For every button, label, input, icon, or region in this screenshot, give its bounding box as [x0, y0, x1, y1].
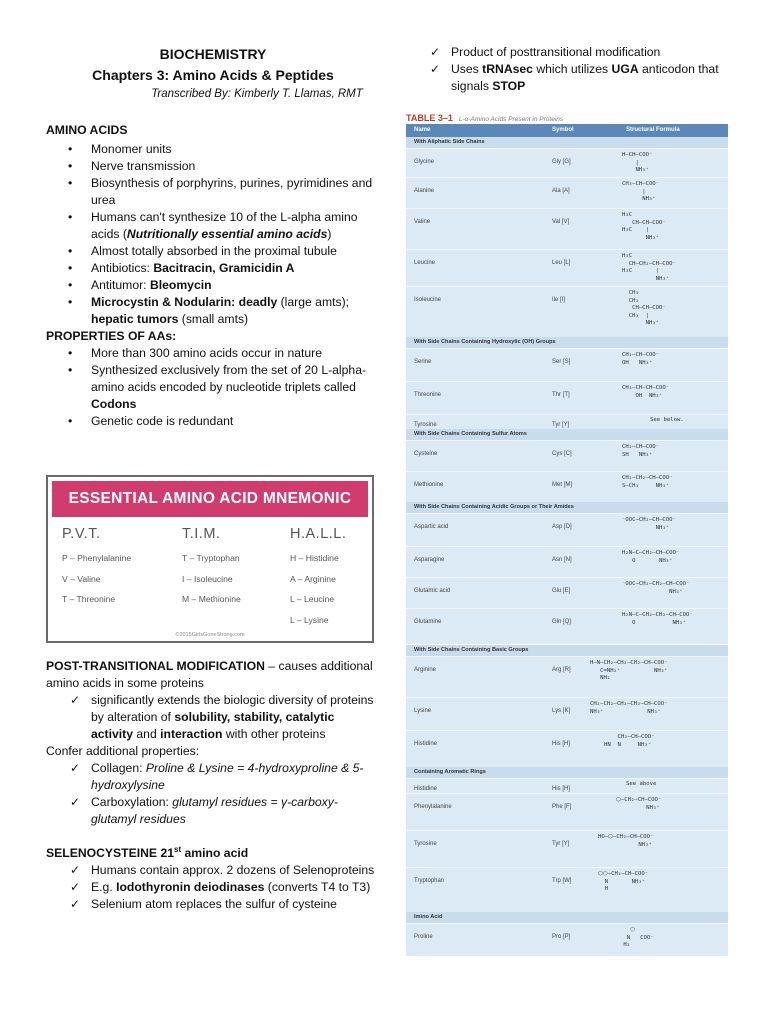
table-row	[406, 414, 728, 429]
aa-name: Histidine	[414, 786, 438, 792]
list-item	[46, 209, 376, 243]
check-text: Product of posttransitional modification	[451, 45, 661, 59]
bullet-emphasis: Bleomycin	[149, 278, 212, 292]
bullet-text: Monomer units	[91, 142, 172, 156]
aa-name: Methionine	[414, 482, 444, 488]
list-item	[46, 896, 376, 913]
table-row	[406, 440, 728, 471]
table-row	[406, 577, 728, 608]
aa-formula: ⬡—CH₂—CH—COO⁻ NH₃⁺	[616, 797, 662, 811]
aa-name: Aspartic acid	[414, 524, 449, 530]
check-emphasis: tRNAsec	[482, 62, 533, 76]
list-item	[46, 413, 376, 430]
mnemonic-entry: T – Threonine	[62, 594, 116, 604]
table-row	[406, 381, 728, 414]
aa-formula: See below.	[650, 417, 684, 423]
aa-symbol: Pro [P]	[552, 934, 571, 940]
aa-symbol: Gly [G]	[552, 159, 571, 165]
aa-symbol: Trp [W]	[552, 878, 572, 884]
aa-formula: H₂N—C—CH₂—CH—COO⁻ O NH₃⁺	[622, 550, 680, 564]
table-section: With Aliphatic Side Chains	[406, 137, 728, 148]
aa-symbol: Val [V]	[552, 219, 570, 225]
table-row	[406, 697, 728, 730]
bullet-text: Biosynthesis of porphyrins, purines, pyrimidines and urea	[91, 176, 373, 207]
bullet-emphasis: Microcystin & Nodularin: deadly	[91, 295, 278, 309]
table-row	[406, 867, 728, 912]
aa-name: Valine	[414, 219, 431, 225]
page-subtitle: Chapters 3: Amino Acids & Peptides	[92, 67, 334, 83]
aa-formula: H—N—CH₂—CH₂—CH₂—CH—COO⁻ C=NH₂⁺ NH₃⁺ NH₂	[590, 660, 668, 681]
selenocysteine-heading	[46, 845, 376, 862]
table-section: Containing Aromatic Rings	[406, 767, 728, 778]
bullet-emphasis: Codons	[91, 397, 137, 411]
aa-symbol: His [H]	[552, 786, 570, 792]
table-section: Imino Acid	[406, 912, 728, 923]
aa-name: Asparagine	[414, 557, 445, 563]
list-item	[46, 277, 376, 294]
ptm-heading: POST-TRANSITIONAL MODIFICATION	[46, 659, 265, 673]
list-item	[46, 794, 376, 828]
aa-symbol: Gln [Q]	[552, 619, 572, 625]
check-text: Uses	[451, 62, 483, 76]
check-emphasis: Iodothyronin deiodinases	[116, 880, 265, 894]
mnemonic-entry: L – Lysine	[290, 614, 329, 625]
seleno-heading-rest: amino acid	[181, 846, 249, 860]
amino-acids-heading: AMINO ACIDS	[46, 123, 128, 137]
list-item	[46, 760, 376, 794]
properties-heading: PROPERTIES OF AAs:	[46, 329, 177, 343]
mnemonic-col-head: H.A.L.L.	[290, 526, 347, 542]
list-item	[46, 175, 376, 209]
aa-name: Leucine	[414, 260, 436, 266]
table-row	[406, 177, 728, 208]
aa-formula: ⬠ N COO⁻ H₂	[623, 927, 654, 948]
mnemonic-entry: H – Histidine	[290, 553, 339, 563]
aa-formula: CH₂—CH—COO⁻ SH NH₃⁺	[622, 444, 660, 458]
table-row	[406, 471, 728, 502]
aa-formula: ⁻OOC—CH₂—CH₂—CH—COO⁻ NH₃⁺	[622, 581, 690, 595]
mnemonic-col-head: P.V.T.	[62, 526, 101, 542]
table-row	[406, 148, 728, 177]
table-section: With Side Chains Containing Hydroxylic (OH) Groups	[406, 337, 728, 348]
check-emphasis: solubility, stability, catalytic activity	[91, 710, 335, 741]
aa-name: Serine	[414, 359, 432, 365]
aa-name: Glycine	[414, 159, 435, 165]
confer-line: Confer additional properties:	[46, 744, 200, 758]
mnemonic-entry: M – Methionine	[182, 594, 241, 604]
bullet-text: Nerve transmission	[91, 159, 196, 173]
aa-formula: H₃C CH—CH₂—CH—COO⁻ H₃C | NH₃⁺	[622, 253, 676, 282]
aa-name: Proline	[414, 934, 433, 940]
table-row	[406, 286, 728, 337]
credit-line: Transcribed By: Kimberly T. Llamas, RMT	[151, 88, 363, 100]
mnemonic-entry: A – Arginine	[290, 573, 336, 584]
table-row	[406, 513, 728, 546]
seleno-heading-text: SELENOCYSTEINE 21	[46, 846, 175, 860]
check-text: E.g.	[91, 880, 117, 894]
aa-symbol: Phe [F]	[552, 804, 572, 810]
mnemonic-header: ESSENTIAL AMINO ACID MNEMONIC	[52, 481, 368, 517]
list-item	[46, 243, 376, 260]
check-text: Selenium atom replaces the sulfur of cysteine	[91, 897, 337, 911]
table-row	[406, 730, 728, 767]
aa-formula: See above	[626, 781, 657, 787]
table-row	[406, 546, 728, 577]
aa-formula: H₂N—C—CH₂—CH₂—CH—COO⁻ O NH₃⁺	[622, 612, 693, 626]
mnemonic-footer: ©2015GirlsGoneStrong.com	[175, 632, 245, 638]
check-text: Collagen:	[91, 761, 146, 775]
aa-formula: CH₃—CH—COO⁻ | NH₃⁺	[622, 181, 660, 202]
mnemonic-entry: V – Valine	[62, 573, 101, 584]
table-row	[406, 249, 728, 286]
bullet-emphasis: Bacitracin, Gramicidin A	[153, 261, 295, 275]
check-emphasis: STOP	[492, 79, 526, 93]
aa-name: Tyrosine	[414, 841, 437, 847]
seleno-heading-sup: st	[174, 844, 182, 854]
aa-symbol: Tyr [Y]	[552, 841, 570, 847]
aa-formula: CH₂—CH—COO⁻ OH NH₃⁺	[622, 352, 660, 366]
aa-symbol: Ile [I]	[552, 297, 566, 303]
table-caption-number: TABLE 3–1	[406, 113, 453, 123]
table-header	[406, 124, 728, 137]
aa-formula: CH₃ CH₂ CH—CH—COO⁻ CH₃ | NH₃⁺	[628, 290, 666, 326]
aa-formula: CH₂—CH₂—CH₂—CH₂—CH—COO⁻ NH₃⁺ NH₃⁺	[590, 701, 668, 715]
aa-formula: ⁻OOC—CH₂—CH—COO⁻ NH₃⁺	[622, 517, 676, 531]
aa-name: Isoleucine	[414, 297, 442, 303]
list-item	[46, 141, 376, 158]
mnemonic-image	[46, 475, 374, 643]
aa-symbol: Thr [T]	[552, 392, 570, 398]
list-item	[46, 260, 376, 277]
check-text: Humans contain approx. 2 dozens of Selenoproteins	[91, 863, 375, 877]
aa-name: Glutamine	[414, 619, 442, 625]
table-caption-title: L-α-Amino Acids Present in Proteins	[458, 116, 564, 123]
list-item	[46, 294, 376, 328]
list-item	[406, 44, 736, 61]
aa-formula: CH₂—CH₂—CH—COO⁻ S—CH₃ NH₃⁺	[622, 475, 673, 489]
aa-formula: H—CH—COO⁻ | NH₃⁺	[622, 152, 653, 173]
ptm-section	[46, 658, 376, 913]
aa-name: Lysine	[414, 708, 432, 714]
aa-formula: H₃C CH—CH—COO⁻ H₃C | NH₃⁺	[622, 212, 666, 241]
table-row	[406, 830, 728, 867]
aa-name: Tyrosine	[414, 422, 437, 428]
bullet-emphasis: hepatic tumors	[91, 312, 179, 326]
table-col-formula: Structural Formula	[626, 127, 680, 133]
list-item	[46, 692, 376, 743]
table-row	[406, 208, 728, 249]
bullet-text: Antibiotics:	[91, 261, 154, 275]
amino-acid-table-part2	[406, 645, 728, 956]
list-item	[406, 61, 736, 95]
table-col-symbol: Symbol	[552, 127, 574, 133]
list-item	[46, 158, 376, 175]
mnemonic-entry: L – Leucine	[290, 594, 335, 604]
aa-formula: ⬡⬠—CH₂—CH—COO⁻ N NH₃⁺ H	[598, 871, 649, 892]
aa-symbol: Leu [L]	[552, 260, 571, 266]
list-item	[46, 345, 376, 362]
check-text: which utilizes	[532, 62, 612, 76]
aa-symbol: Asn [N]	[552, 557, 572, 563]
table-section: With Side Chains Containing Sulfur Atoms	[406, 429, 728, 440]
aa-symbol: Asp [D]	[552, 524, 572, 530]
bullet-text: )	[327, 227, 332, 241]
table-row	[406, 778, 728, 793]
check-text: (converts T4 to T3)	[264, 880, 371, 894]
check-text: and	[133, 727, 161, 741]
aa-name: Threonine	[414, 392, 442, 398]
bullet-text: (large amts);	[277, 295, 350, 309]
aa-name: Histidine	[414, 741, 438, 747]
amino-acids-section	[46, 122, 376, 430]
mnemonic-entry: P – Phenylalanine	[62, 553, 132, 563]
mnemonic-col-tim	[182, 522, 241, 610]
table-section: With Side Chains Containing Basic Groups	[406, 645, 728, 656]
aa-name: Glutamic acid	[414, 588, 451, 594]
aa-symbol: Ala [A]	[552, 188, 570, 194]
bullet-text: Antitumor:	[91, 278, 150, 292]
list-item	[46, 362, 376, 413]
aa-symbol: Lys [K]	[552, 708, 571, 714]
check-emphasis: UGA	[611, 62, 639, 76]
table-row	[406, 608, 728, 639]
ptm-heading-line	[46, 658, 376, 692]
table-section: With Side Chains Containing Acidic Groups or Their Amides	[406, 502, 728, 513]
list-item	[46, 862, 376, 879]
bullet-text: Almost totally absorbed in the proximal tubule	[91, 244, 337, 258]
bullet-text: Synthesized exclusively from the set of 20 L-alpha-amino acids encoded by nucleotide triplets called	[91, 363, 367, 394]
aa-formula: CH₃—CH—CH—COO⁻ OH NH₃⁺	[622, 385, 670, 399]
page-title: BIOCHEMISTRY	[159, 46, 267, 62]
bullet-text: Genetic code is redundant	[91, 414, 234, 428]
aa-symbol: Arg [R]	[552, 667, 571, 673]
aa-formula: CH₂—CH—COO⁻ HN N NH₃⁺	[604, 734, 655, 748]
mnemonic-entry: I – Isoleucine	[182, 573, 233, 584]
aa-symbol: Tyr [Y]	[552, 422, 570, 428]
table-row	[406, 656, 728, 697]
table-row	[406, 923, 728, 962]
mnemonic-col-head: T.I.M.	[182, 526, 221, 542]
aa-symbol: His [H]	[552, 741, 570, 747]
aa-symbol: Ser [S]	[552, 359, 571, 365]
list-item	[46, 879, 376, 896]
bullet-emphasis: Nutritionally essential amino acids	[126, 227, 328, 241]
table-row	[406, 348, 728, 381]
aa-name: Arginine	[414, 667, 437, 673]
aa-name: Alanine	[414, 188, 435, 194]
check-emphasis: Proline & Lysine = 4-hydroxyproline & 5-hydroxylysine	[91, 761, 364, 792]
bullet-text: Humans can't synthesize 10 of the L-alpha amino acids (	[91, 210, 358, 241]
seleno-continued	[406, 44, 736, 95]
table-row	[406, 793, 728, 830]
aa-symbol: Met [M]	[552, 482, 573, 488]
bullet-text: (small amts)	[178, 312, 249, 326]
aa-name: Tryptophan	[414, 878, 445, 884]
table-col-name: Name	[414, 127, 431, 133]
aa-name: Cysteine	[414, 451, 438, 457]
aa-symbol: Glu [E]	[552, 588, 571, 594]
mnemonic-col-pvt	[62, 522, 131, 610]
ptm-heading-rest: – causes additional amino acids in some proteins	[46, 659, 373, 690]
amino-acid-table-part1	[406, 124, 728, 644]
aa-symbol: Cys [C]	[552, 451, 572, 457]
mnemonic-col-hall	[290, 522, 346, 630]
mnemonic-entry: T – Tryptophan	[182, 553, 240, 563]
aa-name: Phenylalanine	[414, 804, 452, 810]
check-text: with other proteins	[222, 727, 326, 741]
check-emphasis: glutamyl residues = γ-carboxy-glutamyl residues	[91, 795, 338, 826]
check-text: anticodon that signals	[451, 62, 719, 93]
bullet-text: More than 300 amino acids occur in nature	[91, 346, 323, 360]
aa-formula: HO—⬡—CH₂—CH—COO⁻ NH₃⁺	[598, 834, 654, 848]
check-emphasis: interaction	[160, 727, 223, 741]
check-text: Carboxylation:	[91, 795, 173, 809]
check-text: significantly extends the biologic diversity of proteins by alteration of	[91, 693, 374, 724]
